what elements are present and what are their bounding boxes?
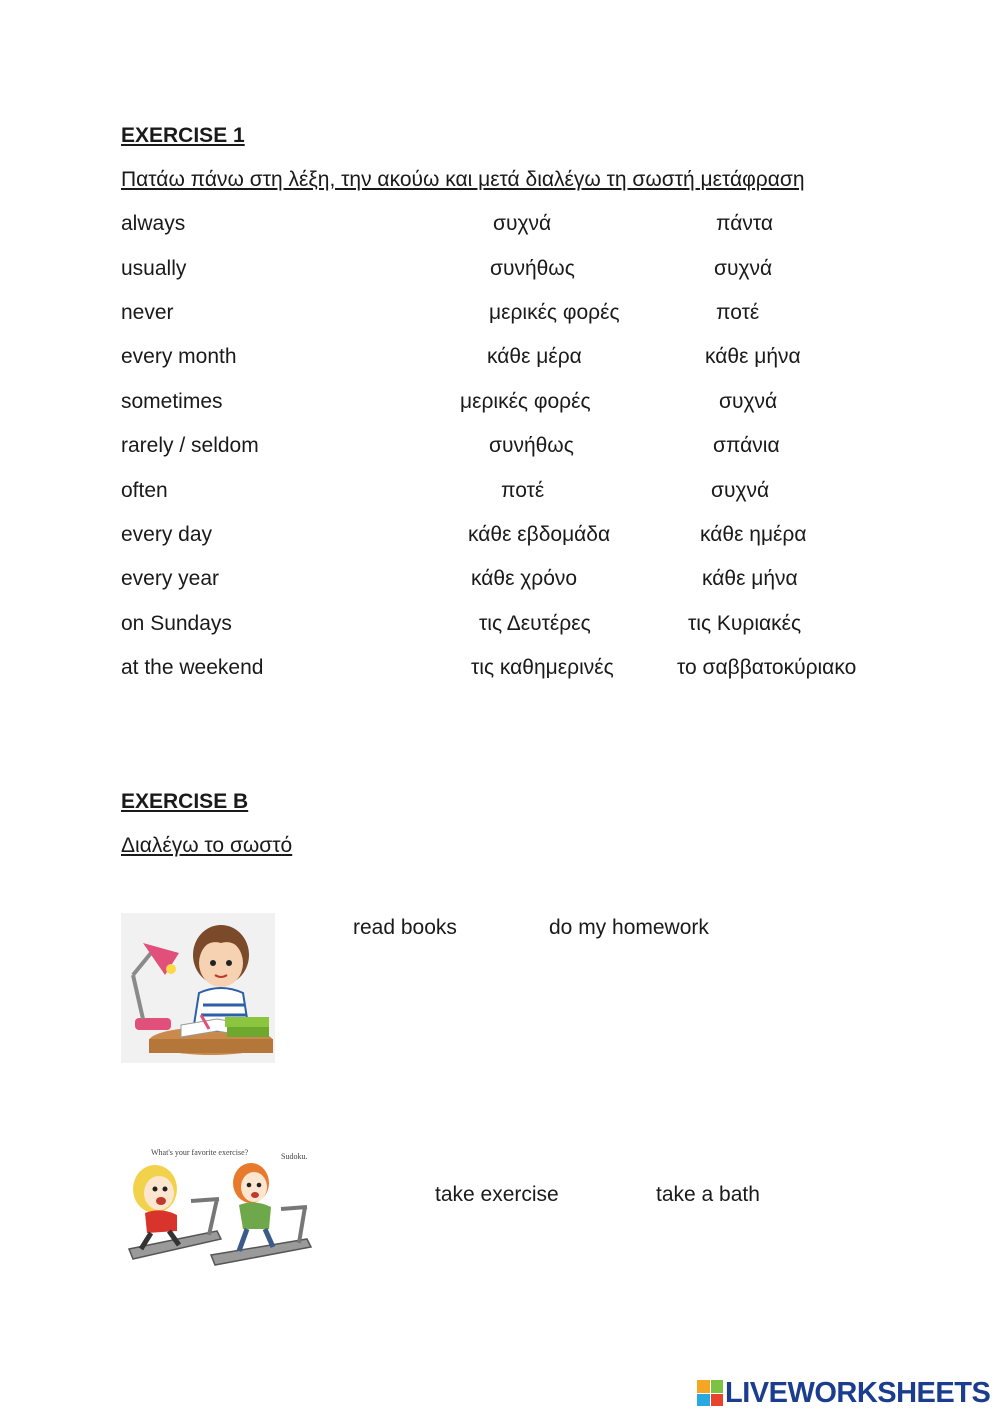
exercise-1-instruction: Πατάω πάνω στη λέξη, την ακούω και μετά διαλέγω τη σωστή μετάφραση [121, 168, 805, 191]
speech-bubble-2: Sudoku. [281, 1152, 308, 1161]
option-1-usually[interactable]: συνήθως [490, 257, 575, 280]
item-1-option-1[interactable]: read books [353, 916, 457, 939]
option-1-on-sundays[interactable]: τις Δευτέρες [479, 612, 591, 635]
girls-on-treadmills-illustration [121, 1143, 313, 1279]
logo-text: LIVEWORKSHEETS [725, 1376, 991, 1409]
word-usually[interactable]: usually [121, 257, 187, 280]
item-2-option-2[interactable]: take a bath [656, 1183, 760, 1206]
word-never[interactable]: never [121, 301, 174, 324]
option-1-every-year[interactable]: κάθε χρόνο [471, 567, 578, 590]
speech-bubble-1: What's your favorite exercise? [151, 1148, 249, 1157]
liveworksheets-logo-icon [697, 1380, 723, 1406]
option-1-every-month[interactable]: κάθε μέρα [487, 345, 582, 368]
word-often[interactable]: often [121, 479, 168, 502]
option-2-at-the-weekend[interactable]: το σαββατοκύριακο [677, 656, 857, 679]
option-2-often[interactable]: συχνά [711, 479, 770, 502]
option-1-always[interactable]: συχνά [493, 212, 552, 235]
option-2-never[interactable]: ποτέ [716, 301, 760, 324]
option-1-never[interactable]: μερικές φορές [489, 301, 620, 324]
exercise-b-instruction: Διαλέγω το σωστό [121, 834, 293, 857]
word-always[interactable]: always [121, 212, 186, 235]
word-on-sundays[interactable]: on Sundays [121, 612, 232, 635]
option-2-every-month[interactable]: κάθε μήνα [705, 345, 801, 368]
word-at-the-weekend[interactable]: at the weekend [121, 656, 264, 679]
option-1-rarely-seldom[interactable]: συνήθως [489, 434, 574, 457]
option-2-rarely-seldom[interactable]: σπάνια [713, 434, 780, 457]
item-1-option-2[interactable]: do my homework [549, 916, 709, 939]
word-sometimes[interactable]: sometimes [121, 390, 223, 413]
option-1-sometimes[interactable]: μερικές φορές [460, 390, 591, 413]
item-2-option-1[interactable]: take exercise [435, 1183, 559, 1206]
word-every-day[interactable]: every day [121, 523, 213, 546]
option-2-always[interactable]: πάντα [716, 212, 773, 235]
option-1-at-the-weekend[interactable]: τις καθημερινές [471, 656, 614, 679]
liveworksheets-logo[interactable] [697, 1378, 990, 1408]
option-2-every-year[interactable]: κάθε μήνα [702, 567, 798, 590]
exercise-1-title: EXERCISE 1 [121, 124, 245, 147]
girl-studying-illustration [121, 913, 275, 1063]
word-every-month[interactable]: every month [121, 345, 237, 368]
option-2-usually[interactable]: συχνά [714, 257, 773, 280]
option-2-on-sundays[interactable]: τις Κυριακές [688, 612, 802, 635]
option-1-often[interactable]: ποτέ [501, 479, 545, 502]
word-every-year[interactable]: every year [121, 567, 220, 590]
word-rarely-seldom[interactable]: rarely / seldom [121, 434, 259, 457]
option-1-every-day[interactable]: κάθε εβδομάδα [468, 523, 611, 546]
option-2-every-day[interactable]: κάθε ημέρα [700, 523, 807, 546]
option-2-sometimes[interactable]: συχνά [719, 390, 778, 413]
exercise-b-title: EXERCISE B [121, 790, 249, 813]
